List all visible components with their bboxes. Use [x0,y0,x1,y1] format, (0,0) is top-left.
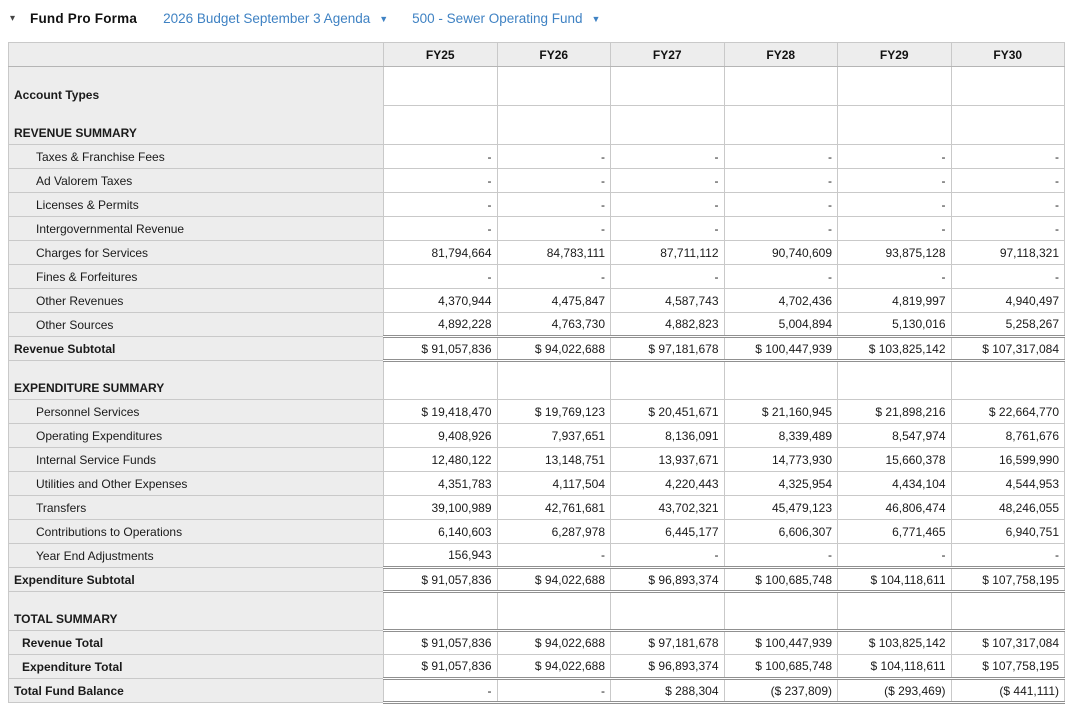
value-cell [724,67,838,106]
value-cell: - [497,544,611,568]
value-cell: 4,819,997 [838,289,952,313]
value-cell: - [497,217,611,241]
table-row [9,400,1065,424]
value-cell: $ 91,057,836 [384,631,498,655]
value-cell: $ 103,825,142 [838,631,952,655]
table-row [9,655,1065,679]
row-label: Expenditure Total [9,655,384,679]
table-row [9,67,1065,106]
row-label: Contributions to Operations [9,520,384,544]
value-cell: - [384,217,498,241]
value-cell: - [611,217,725,241]
table-row [9,472,1065,496]
row-label: Account Types [9,67,384,106]
value-cell: - [611,169,725,193]
value-cell: - [838,145,952,169]
value-cell: 12,480,122 [384,448,498,472]
row-label: Fines & Forfeitures [9,265,384,289]
value-cell [384,361,498,400]
fiscal-year-column-header: FY28 [724,43,838,67]
value-cell: 6,771,465 [838,520,952,544]
value-cell: 4,882,823 [611,313,725,337]
value-cell: - [724,265,838,289]
value-cell [951,592,1065,631]
value-cell [724,361,838,400]
value-cell: 6,287,978 [497,520,611,544]
fund-dropdown[interactable] [412,11,600,26]
table-row [9,313,1065,337]
value-cell [497,67,611,106]
value-cell: 46,806,474 [838,496,952,520]
row-label: Revenue Subtotal [9,337,384,361]
table-row [9,337,1065,361]
value-cell: $ 97,181,678 [611,631,725,655]
value-cell: $ 107,758,195 [951,568,1065,592]
row-label: Revenue Total [9,631,384,655]
value-cell [497,106,611,145]
row-label: Ad Valorem Taxes [9,169,384,193]
value-cell: 6,940,751 [951,520,1065,544]
table-row [9,145,1065,169]
table-row [9,448,1065,472]
row-label: Licenses & Permits [9,193,384,217]
value-cell: - [497,679,611,703]
value-cell: $ 19,769,123 [497,400,611,424]
value-cell: - [384,169,498,193]
page-title: Fund Pro Forma [30,10,138,26]
value-cell: 4,117,504 [497,472,611,496]
table-row [9,217,1065,241]
row-label: EXPENDITURE SUMMARY [9,361,384,400]
value-cell: - [497,169,611,193]
row-label: Internal Service Funds [9,448,384,472]
value-cell [611,592,725,631]
pro-forma-table-container [8,42,1068,704]
value-cell: 93,875,128 [838,241,952,265]
table-row [9,496,1065,520]
value-cell: 81,794,664 [384,241,498,265]
account-types-column-header [9,43,384,67]
table-row [9,520,1065,544]
value-cell: $ 91,057,836 [384,337,498,361]
value-cell: 4,370,944 [384,289,498,313]
row-label: Operating Expenditures [9,424,384,448]
row-label: Year End Adjustments [9,544,384,568]
value-cell: - [838,217,952,241]
value-cell: 6,606,307 [724,520,838,544]
value-cell: $ 94,022,688 [497,568,611,592]
value-cell: 8,136,091 [611,424,725,448]
value-cell: 8,761,676 [951,424,1065,448]
value-cell: 4,434,104 [838,472,952,496]
value-cell: - [951,193,1065,217]
row-label: Taxes & Franchise Fees [9,145,384,169]
value-cell: $ 100,447,939 [724,631,838,655]
value-cell [497,592,611,631]
value-cell [384,106,498,145]
value-cell: 45,479,123 [724,496,838,520]
value-cell [497,361,611,400]
value-cell: 15,660,378 [838,448,952,472]
value-cell: $ 21,160,945 [724,400,838,424]
value-cell: 90,740,609 [724,241,838,265]
fund-label: 500 - Sewer Operating Fund [412,10,583,26]
value-cell [838,67,952,106]
table-row [9,106,1065,145]
value-cell: - [724,193,838,217]
row-label: Personnel Services [9,400,384,424]
row-label: TOTAL SUMMARY [9,592,384,631]
table-row [9,679,1065,703]
fiscal-year-column-header: FY29 [838,43,952,67]
value-cell [384,67,498,106]
value-cell: $ 94,022,688 [497,631,611,655]
value-cell: 39,100,989 [384,496,498,520]
value-cell: 84,783,111 [497,241,611,265]
value-cell: ($ 237,809) [724,679,838,703]
value-cell: $ 100,685,748 [724,568,838,592]
budget-version-dropdown[interactable] [163,11,388,26]
value-cell: - [724,217,838,241]
value-cell: 5,004,894 [724,313,838,337]
fiscal-year-column-header: FY26 [497,43,611,67]
value-cell: - [951,169,1065,193]
value-cell: - [838,544,952,568]
row-label: Intergovernmental Revenue [9,217,384,241]
value-cell: $ 91,057,836 [384,655,498,679]
value-cell: 4,587,743 [611,289,725,313]
value-cell: - [951,145,1065,169]
value-cell: 42,761,681 [497,496,611,520]
row-label: Utilities and Other Expenses [9,472,384,496]
fiscal-year-column-header: FY27 [611,43,725,67]
value-cell: 14,773,930 [724,448,838,472]
table-header-row [9,43,1065,67]
chevron-down-icon: ▼ [591,13,601,24]
toolbar [0,0,1068,36]
value-cell: 4,702,436 [724,289,838,313]
value-cell [611,361,725,400]
value-cell: 7,937,651 [497,424,611,448]
value-cell: - [951,544,1065,568]
row-label: Transfers [9,496,384,520]
value-cell: $ 107,317,084 [951,337,1065,361]
value-cell: - [951,217,1065,241]
value-cell: 4,475,847 [497,289,611,313]
pro-forma-table [8,42,1065,704]
chevron-down-icon: ▼ [379,13,389,24]
value-cell: 156,943 [384,544,498,568]
value-cell: - [611,265,725,289]
table-row [9,169,1065,193]
value-cell: $ 100,447,939 [724,337,838,361]
table-row [9,361,1065,400]
value-cell [838,106,952,145]
value-cell: ($ 293,469) [838,679,952,703]
table-row [9,289,1065,313]
value-cell: - [724,145,838,169]
value-cell: 6,140,603 [384,520,498,544]
value-cell: $ 94,022,688 [497,655,611,679]
table-row [9,241,1065,265]
value-cell: - [724,544,838,568]
value-cell: $ 97,181,678 [611,337,725,361]
value-cell: 4,325,954 [724,472,838,496]
value-cell: - [611,145,725,169]
row-label: Other Revenues [9,289,384,313]
value-cell: 13,148,751 [497,448,611,472]
value-cell [724,106,838,145]
value-cell [724,592,838,631]
value-cell: 6,445,177 [611,520,725,544]
value-cell: $ 20,451,671 [611,400,725,424]
value-cell: $ 91,057,836 [384,568,498,592]
value-cell: 4,544,953 [951,472,1065,496]
value-cell: - [497,265,611,289]
value-cell: 5,130,016 [838,313,952,337]
value-cell: 4,892,228 [384,313,498,337]
collapse-section-icon[interactable]: ▾ [10,12,16,24]
value-cell: $ 94,022,688 [497,337,611,361]
table-row [9,424,1065,448]
value-cell: 4,763,730 [497,313,611,337]
value-cell: - [838,193,952,217]
row-label: Total Fund Balance [9,679,384,703]
value-cell: $ 107,758,195 [951,655,1065,679]
value-cell: 16,599,990 [951,448,1065,472]
row-label: Other Sources [9,313,384,337]
value-cell: - [497,145,611,169]
fiscal-year-column-header: FY30 [951,43,1065,67]
value-cell: $ 19,418,470 [384,400,498,424]
value-cell [611,106,725,145]
value-cell: - [384,265,498,289]
value-cell: $ 100,685,748 [724,655,838,679]
value-cell [951,106,1065,145]
value-cell: - [838,265,952,289]
value-cell: $ 21,898,216 [838,400,952,424]
budget-version-label: 2026 Budget September 3 Agenda [163,10,371,26]
row-label: Charges for Services [9,241,384,265]
value-cell [838,361,952,400]
value-cell: $ 22,664,770 [951,400,1065,424]
value-cell: 97,118,321 [951,241,1065,265]
value-cell: 8,547,974 [838,424,952,448]
value-cell [951,361,1065,400]
value-cell: 5,258,267 [951,313,1065,337]
value-cell [951,67,1065,106]
value-cell [838,592,952,631]
value-cell: - [724,169,838,193]
value-cell: $ 96,893,374 [611,568,725,592]
value-cell: - [838,169,952,193]
value-cell: ($ 441,111) [951,679,1065,703]
value-cell: 13,937,671 [611,448,725,472]
value-cell: - [611,544,725,568]
value-cell: $ 288,304 [611,679,725,703]
value-cell: 4,351,783 [384,472,498,496]
table-row [9,568,1065,592]
value-cell: $ 104,118,611 [838,655,952,679]
table-row [9,544,1065,568]
value-cell: 4,220,443 [611,472,725,496]
fiscal-year-column-header: FY25 [384,43,498,67]
value-cell [611,67,725,106]
value-cell: $ 103,825,142 [838,337,952,361]
value-cell: - [951,265,1065,289]
value-cell: $ 104,118,611 [838,568,952,592]
table-row [9,193,1065,217]
value-cell: 4,940,497 [951,289,1065,313]
value-cell: - [384,679,498,703]
value-cell: 9,408,926 [384,424,498,448]
table-row [9,592,1065,631]
value-cell: 8,339,489 [724,424,838,448]
value-cell: 87,711,112 [611,241,725,265]
row-label: Expenditure Subtotal [9,568,384,592]
value-cell [384,592,498,631]
value-cell: - [384,193,498,217]
table-row [9,265,1065,289]
value-cell: - [611,193,725,217]
row-label: REVENUE SUMMARY [9,106,384,145]
value-cell: 48,246,055 [951,496,1065,520]
value-cell: $ 107,317,084 [951,631,1065,655]
value-cell: - [497,193,611,217]
value-cell: $ 96,893,374 [611,655,725,679]
table-row [9,631,1065,655]
value-cell: - [384,145,498,169]
value-cell: 43,702,321 [611,496,725,520]
